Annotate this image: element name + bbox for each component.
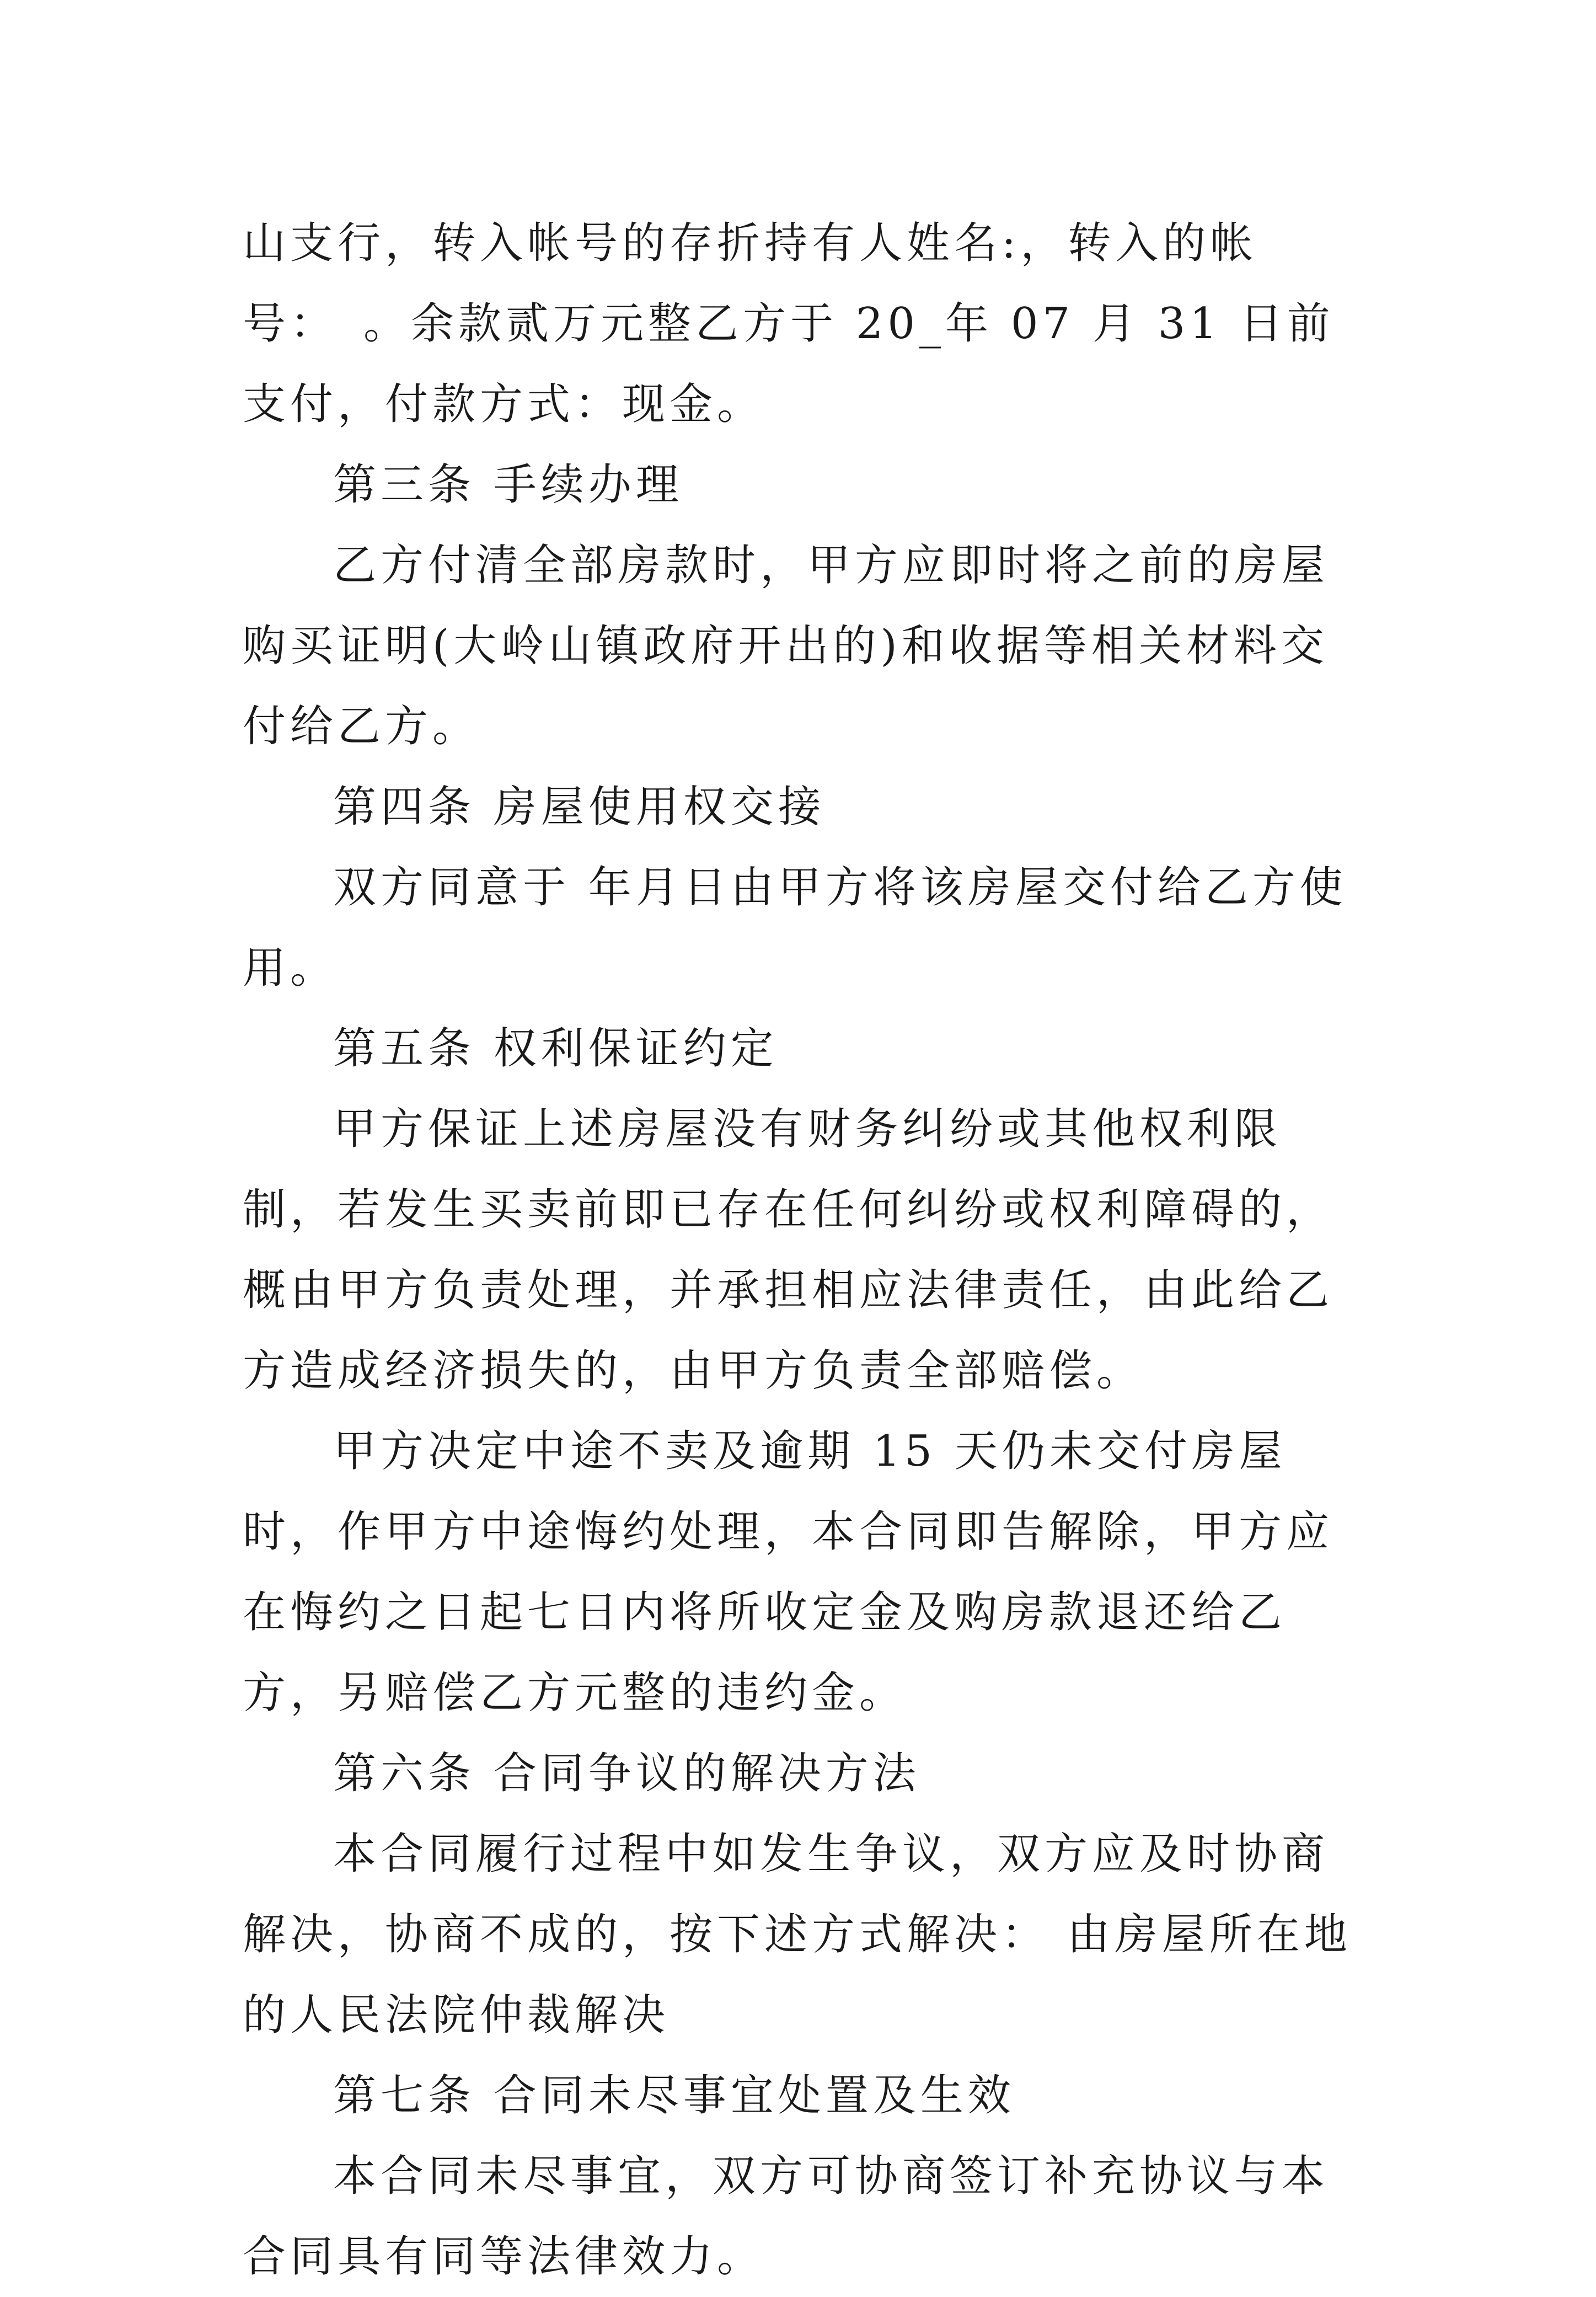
paragraph-procedures: 乙方付清全部房款时，甲方应即时将之前的房屋购买证明(大岭山镇政府开出的)和收据等相关材料交付给乙方。 [243, 541, 1330, 751]
paragraph-rights-guarantee: 甲方保证上述房屋没有财务纠纷或其他权利限制，若发生买卖前即已存在任何纠纷或权利障碍的，概由甲方负责处理，并承担相应法律责任，由此给乙方造成经济损失的，由甲方负责全部赔偿。 [243, 1104, 1334, 1396]
paragraph-handover: 双方同意于 年月日由甲方将该房屋交付给乙方使用。 [243, 863, 1347, 993]
heading-article-6: 第六条 合同争议的解决方法 [333, 1749, 920, 1798]
paragraph-supplementary: 本合同未尽事宜，双方可协商签订补充协议与本合同具有同等法律效力。 [243, 2151, 1330, 2282]
heading-article-3: 第三条 手续办理 [333, 460, 683, 510]
heading-article-5: 第五条 权利保证约定 [333, 1024, 778, 1073]
paragraph-breach: 甲方决定中途不卖及逾期 15 天仍未交付房屋时，作甲方中途悔约处理，本合同即告解除，甲方应在悔约之日起七日内将所收定金及购房款退还给乙方，另赔偿乙方元整的违约金。 [243, 1427, 1334, 1718]
paragraph-payment-continued: 山支行，转入帐号的存折持有人姓名:，转入的帐号： 。余款贰万元整乙方于 20_年 07 月 31 日前支付，付款方式：现金。 [243, 218, 1335, 429]
heading-article-4: 第四条 房屋使用权交接 [333, 782, 826, 832]
paragraph-dispute-resolution: 本合同履行过程中如发生争议，双方应及时协商解决，协商不成的，按下述方式解决： 由房屋所在地的人民法院仲裁解决 [243, 1829, 1352, 2040]
document-body [243, 203, 1368, 2297]
heading-article-7: 第七条 合同未尽事宜处置及生效 [333, 2071, 1015, 2120]
